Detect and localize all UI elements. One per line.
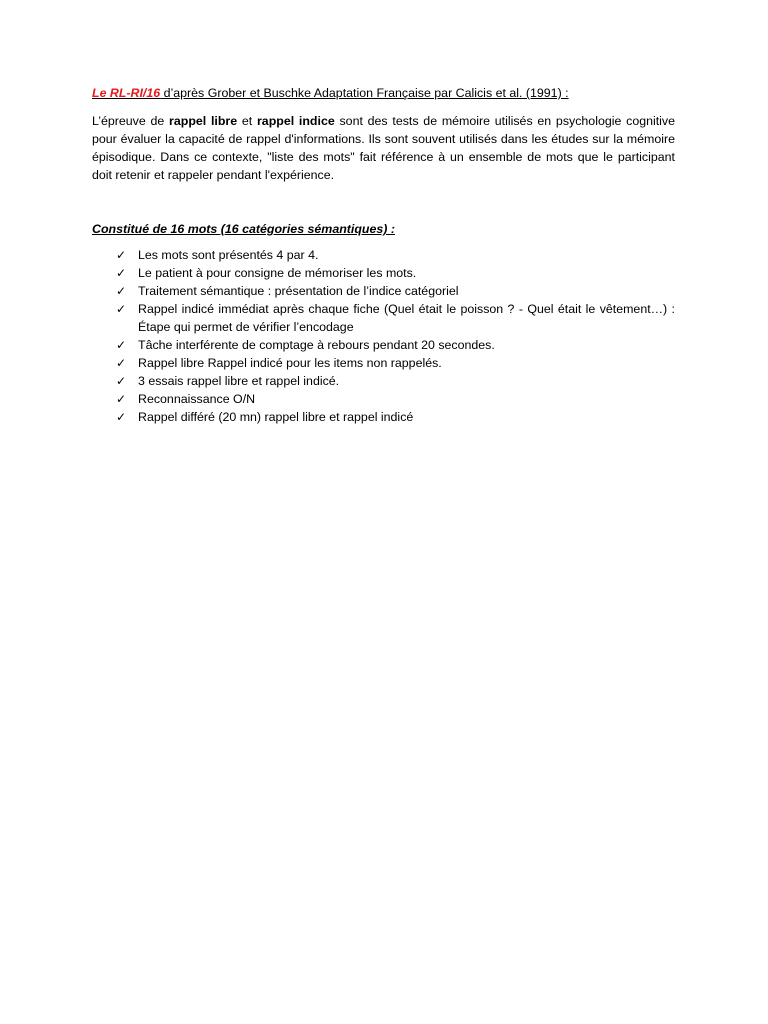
title-test-name: Le RL-RI/16 — [92, 86, 161, 100]
list-item — [92, 282, 675, 300]
list-item — [92, 390, 675, 408]
list-item — [92, 354, 675, 372]
title-attribution: d’après Grober et Buschke Adaptation Française par Calicis et al. (1991) : — [160, 86, 569, 100]
list-item — [92, 336, 675, 354]
section-heading: Constitué de 16 mots (16 catégories sémantiques) : — [92, 222, 395, 236]
list-item-text: Reconnaissance O/N — [138, 392, 256, 406]
list-item-text: Rappel indicé immédiat après chaque fiche (Quel était le poisson ? - Quel était le vêtement…) : Étape qui permet de vérifier l’encodage — [138, 302, 675, 334]
intro-text-3: sont des tests de mémoire utilisés en psychologie cognitive pour évaluer la capacité de rappel d'informations. Ils sont souvent utilisés dans les études sur la mémoire épisodique. Dans ce contexte, "liste des mots" fait référence à un ensemble de mots que le participant doit retenir et rappeler pendant l'expérience. — [92, 114, 676, 182]
checkmark-icon: ✓ — [115, 248, 127, 262]
checkmark-icon: ✓ — [115, 284, 127, 298]
intro-paragraph — [92, 112, 675, 184]
checkmark-icon: ✓ — [115, 392, 127, 406]
list-item-text: Le patient à pour consigne de mémoriser les mots. — [138, 266, 417, 280]
procedure-checklist — [92, 246, 675, 426]
intro-text-1: L’épreuve de — [92, 114, 170, 128]
list-item-text: Traitement sémantique : présentation de l’indice catégoriel — [138, 284, 459, 298]
checkmark-icon: ✓ — [115, 356, 127, 370]
list-item-text: Rappel libre Rappel indicé pour les items non rappelés. — [138, 356, 442, 370]
list-item-text: Les mots sont présentés 4 par 4. — [138, 248, 319, 262]
list-item-text: Tâche interférente de comptage à rebours pendant 20 secondes. — [138, 338, 495, 352]
intro-text-2: et — [237, 114, 257, 128]
checkmark-icon: ✓ — [115, 410, 127, 424]
list-item — [92, 300, 675, 336]
list-item — [92, 408, 675, 426]
document-page — [92, 84, 675, 426]
list-item-text: 3 essais rappel libre et rappel indicé. — [138, 374, 340, 388]
document-title — [92, 84, 675, 102]
checkmark-icon: ✓ — [115, 374, 127, 388]
intro-bold-rappel-libre: rappel libre — [169, 114, 238, 128]
checkmark-icon: ✓ — [115, 338, 127, 352]
list-item — [92, 264, 675, 282]
checkmark-icon: ✓ — [115, 266, 127, 280]
intro-bold-rappel-indice: rappel indice — [256, 114, 335, 128]
list-item — [92, 372, 675, 390]
list-item — [92, 246, 675, 264]
list-item-text: Rappel différé (20 mn) rappel libre et rappel indicé — [138, 410, 414, 424]
checkmark-icon: ✓ — [115, 302, 127, 316]
